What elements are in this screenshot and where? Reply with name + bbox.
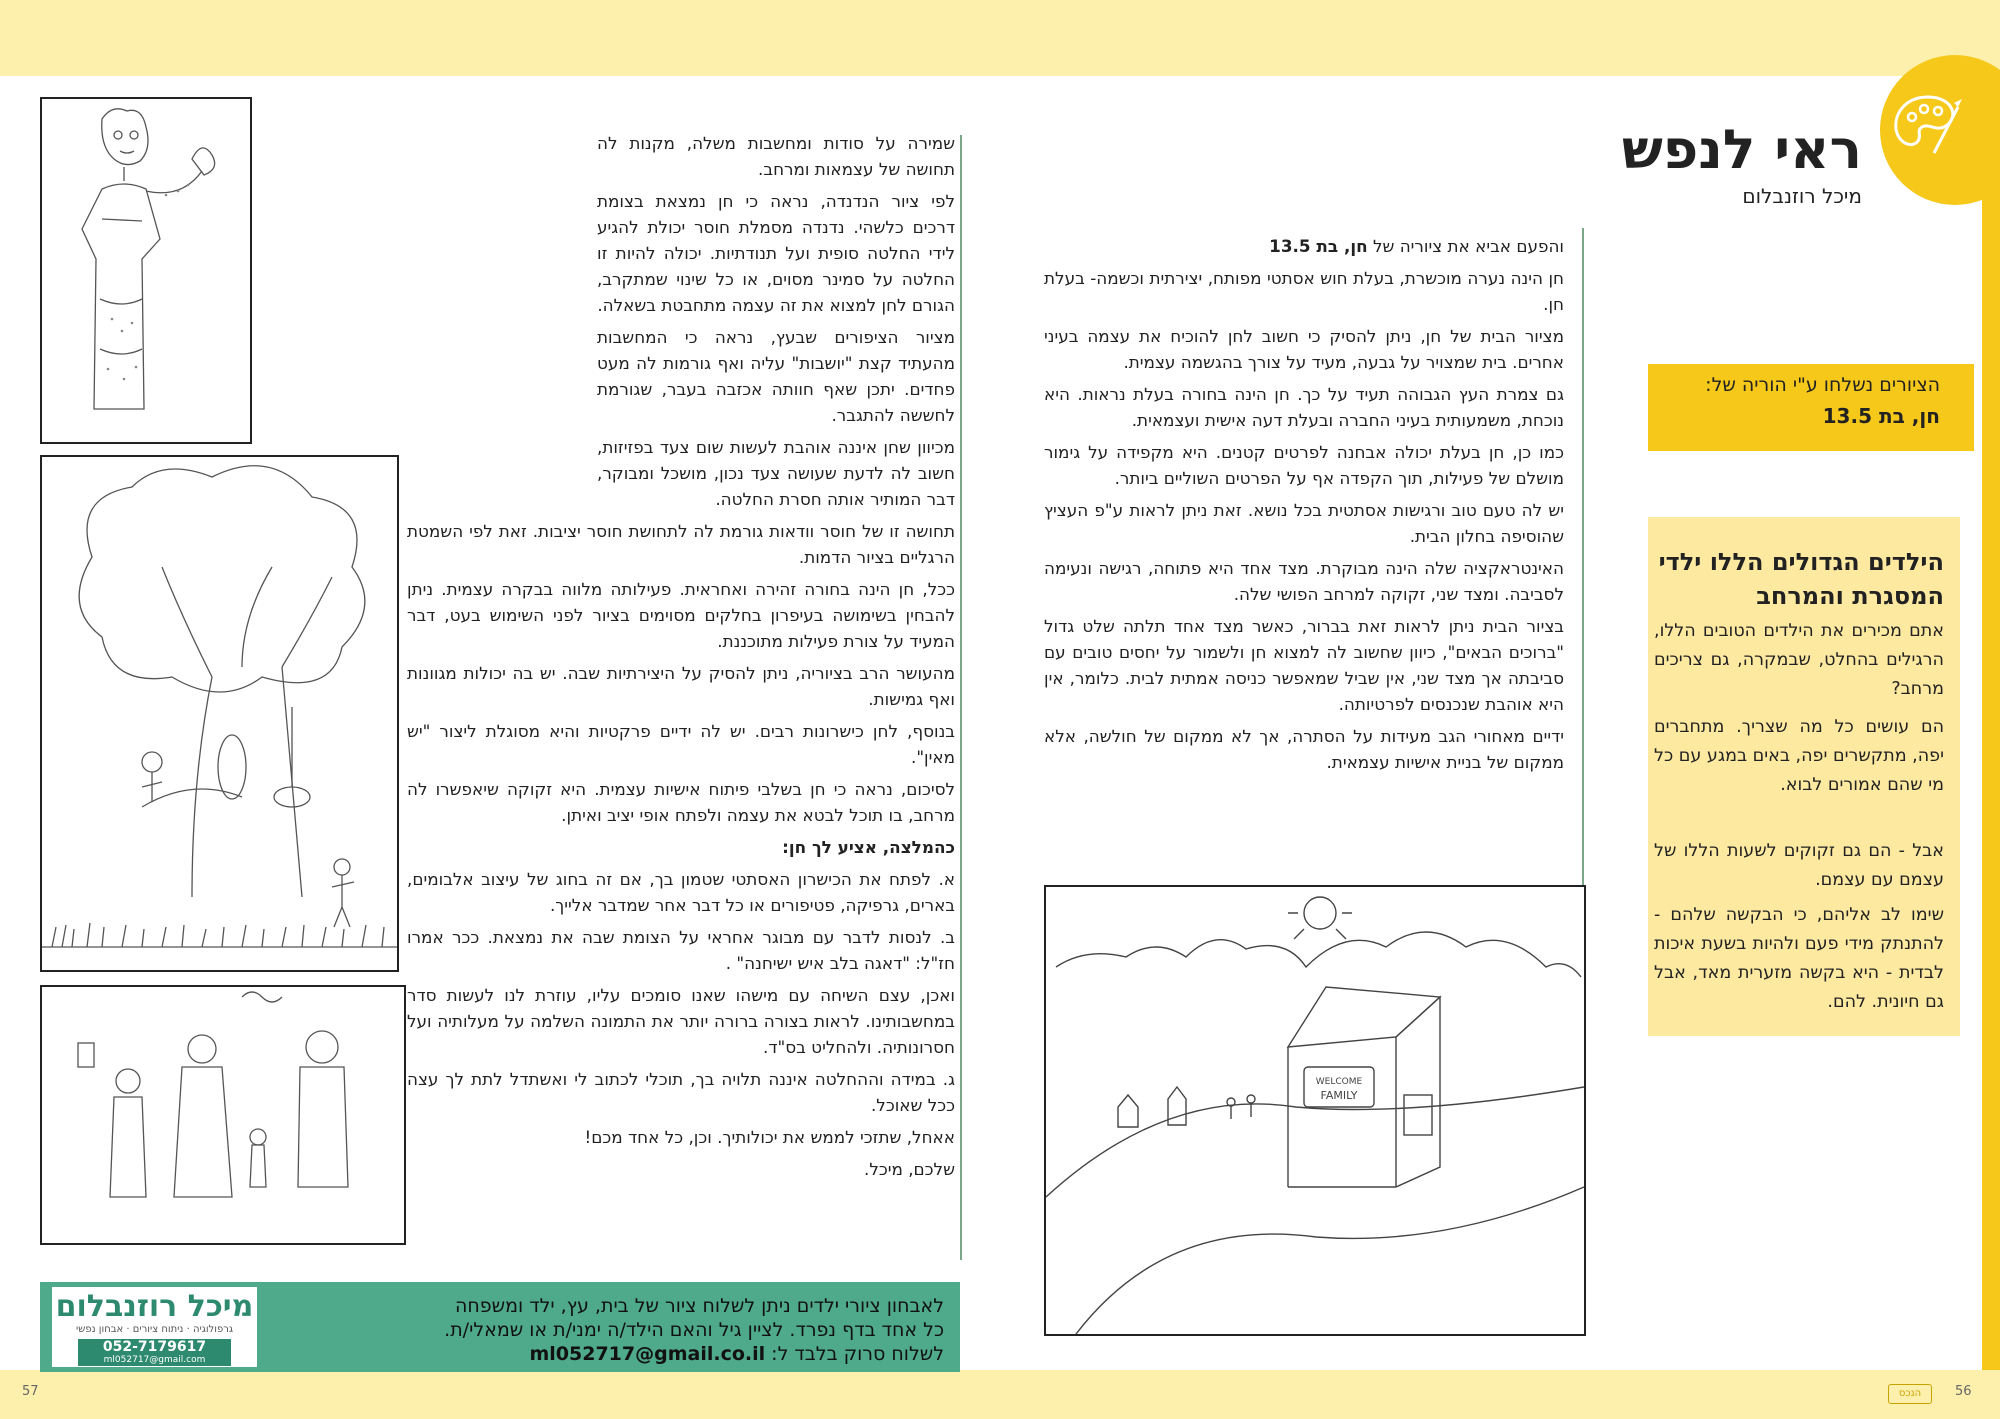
promo-line-2: כל אחד בדף נפרד. לציין גיל והאם הילד/ה ימני/ת או שמאלי/ת. xyxy=(444,1319,944,1341)
palette-icon xyxy=(1888,87,1968,167)
article-paragraph: מהעושר הרב בציוריה, ניתן להסיק על היצירתיות שבה. יש בה יכולות מגוונות ואף גמישות. xyxy=(407,663,955,709)
article-author: מיכל רוזנבלום xyxy=(1742,184,1862,208)
left-article-column xyxy=(397,130,955,1188)
card-phone: 052-7179617 xyxy=(78,1339,231,1355)
article-paragraph: ידיים מאחורי הגב מעידות על הסתרה, אך לא ממקום של חולשה, אלא ממקום של בניית אישיות עצמאית. xyxy=(1044,726,1564,772)
sidebar-paragraph: שימו לב אליהם, כי הבקשה שלהם - להתנתק מידי פעם ולהיות בשעת איכות לבדית - היא בקשה מזערית מאד, אבל גם חיונית. להם. xyxy=(1654,905,1944,1012)
article-paragraph: חן הינה נערה מוכשרת, בעלת חוש אסתטי מפותח, יצירתית וכשמה- בעלת חן. xyxy=(1044,268,1564,314)
article-paragraph: לסיכום, נראה כי חן בשלבי פיתוח אישיות עצמית. היא זקוקה שיאפשרו לה מרחב, בו תוכל לבטא את עצמה ולפתח אופי יציב ואיתן. xyxy=(407,779,955,825)
intro-line xyxy=(1044,233,1564,259)
article-paragraph: לפי ציור הנדנדה, נראה כי חן נמצאת בצומת דרכים כלשהי. נדנדה מסמלת חוסר יכולת להגיע לידי החלטה סופית ועל תנודתיות. יכולה להיות זו החלטה על סמינר מסוים, או כל שינוי שמתקרב, הגורם לחן למצוא את זה עצמה מתחבטת בשאלה. xyxy=(597,191,955,315)
credit-box xyxy=(1648,364,1974,451)
article-paragraph: ככל, חן הינה בחורה זהירה ואחראית. פעילותה מלווה בבקרה עצמית. ניתן להבחין בשימושה בעיפרון בחלקים מסוימים בציור לפני השימוש בעט, דבר המעיד על צורת פעילות מתוכננת. xyxy=(407,579,955,651)
card-name: מיכל רוזנבלום xyxy=(55,1289,254,1324)
tree-sketch-image xyxy=(42,457,397,970)
recommend-heading: כהמלצה, אציע לך חן: xyxy=(782,837,955,857)
article-paragraph: מציור הציפורים שבעץ, נראה כי המחשבות מהעתיד קצת "יושבות" עליה ואף גורמות לה מעט פחדים. יתכן שאף חוותה אכזבה בעבר, שגורמת לחששה להתגבר. xyxy=(597,327,955,425)
article-paragraph: מציור הבית של חן, ניתן להסיק כי חשוב לחן להוכיח את עצמה בעיני אחרים. בית שמצויר על גבעה, מעיד על צורך בהגשמה עצמית. xyxy=(1044,326,1564,372)
sidebar-heading: הילדים הגדולים הללו ילדי המסגרת והמרחב xyxy=(1658,548,1944,610)
top-band xyxy=(0,0,2000,76)
business-card xyxy=(52,1287,257,1367)
article-paragraph: בנוסף, לחן כישרונות רבים. יש לה ידיים פרקטיות והיא מסוגלת ליצור "יש מאין". xyxy=(407,721,955,767)
article-paragraph: גם צמרת העץ הגבוהה תעיד על כך. חן הינה בחורה בעלת נראות. היא נוכחת, משמעותית בעיני החברה ובעלת דעה אישית ועצמאית. xyxy=(1044,384,1564,430)
column-divider-left xyxy=(960,135,962,1260)
header-circle xyxy=(1880,55,2000,205)
sidebar-paragraph: אתם מכירים את הילדים הטובים הללו, הרגילים בהחלט, שבמקרה, גם צריכים מרחב? xyxy=(1654,621,1944,699)
article-title: ראי לנפש xyxy=(1621,118,1862,181)
page-number-right: 56 xyxy=(1955,1384,1972,1399)
drawing-house xyxy=(1044,885,1586,1336)
promo-banner xyxy=(40,1282,960,1372)
drawing-girl xyxy=(40,97,252,444)
credit-line-1: הציורים נשלחו ע"י הוריה של: xyxy=(1705,374,1940,396)
right-article-column xyxy=(1044,233,1564,781)
drawing-family xyxy=(40,985,406,1245)
promo-line-1: לאבחון ציורי ילדים ניתן לשלוח ציור של בית, עץ, ילד ומשפחה xyxy=(454,1295,944,1317)
card-email: ml052717@gmail.com xyxy=(78,1355,231,1366)
card-tagline: גרפולוגיה · ניתוח ציורים · אבחון נפשי xyxy=(76,1324,233,1335)
article-paragraph: יש לה טעם טוב ורגישות אסתטית בכל נושא. זאת ניתן לראות ע"פ העציץ שהוסיפה בחלון הבית. xyxy=(1044,500,1564,546)
drawing-tree xyxy=(40,455,399,972)
page-number-left: 57 xyxy=(22,1384,39,1399)
signature: שלכם, מיכל. xyxy=(863,1159,955,1179)
girl-sketch-image xyxy=(42,99,250,442)
article-paragraph: תחושה זו של חוסר וודאות גורמת לה לתחושת חוסר יציבות. זאת לפי השמטת הרגליים בציור הדמות. xyxy=(407,521,955,567)
article-paragraph: האינטראקציה שלה הינה מבוקרת. מצד אחד היא פתוחה, רגישה ונעימה לסביבה. ומצד שני, זקוקה למרחב הפושי שלה. xyxy=(1044,558,1564,604)
sidebar-box xyxy=(1648,517,1960,1036)
article-paragraph: כמו כן, חן בעלת יכולה אבחנה לפרטים קטנים. היא מקפידה על גימור מושלם של פעילות, תוך הקפדה אף על הפרטים השוליים ביותר. xyxy=(1044,442,1564,488)
article-paragraph: מכיוון שחן איננה אוהבת לעשות שום צעד בפזיזות, חשוב לה לדעת שעושה צעד נכון, מושכל ומבוקר, דבר המותיר אותה חסרת החלטה. xyxy=(597,437,955,509)
bottom-band xyxy=(0,1370,2000,1419)
magazine-logo: הנכס xyxy=(1888,1384,1932,1404)
welcome-sign-line1: WELCOME xyxy=(1315,1077,1363,1087)
right-edge-strip xyxy=(1982,76,2000,1370)
article-paragraph: בציור הבית ניתן לראות זאת בברור, כאשר מצד אחד תלתה שלט גדול "ברוכים הבאים", כיוון שחשוב לה למצוא חן ולשמור על יחסים טובים עם סביבתה אך מצד שני, אין שביל שמאפשר כניסה אמתית לבית. כלומר, אין היא אוהבת שנכנסים לפרטיותה. xyxy=(1044,616,1564,714)
recommendation: א. לפתח את הכישרון האסתטי שטמון בך, אם זה בחוג של עיצוב אלבומים, בארים, גרפיקה, פטיפורים או כל דבר אחר שמדבר אלייך. xyxy=(407,869,955,915)
sidebar-paragraph: הם עושים כל מה שצריך. מתחברים יפה, מתקשרים יפה, באים במגע עם כל מי שהם אמורים לבוא. xyxy=(1654,717,1944,795)
promo-line-3 xyxy=(264,1342,944,1366)
recommendation: אאחל, שתזכי לממש את יכולותיך. וכן, כל אחד מכם! xyxy=(584,1127,955,1147)
promo-line-3-text: לשלוח סרוק בלבד ל: xyxy=(765,1343,944,1365)
recommendation: ג. במידה וההחלטה איננה תלויה בך, תוכלי לכתוב לי ואשתדל לתת לך עצה ככל שאוכל. xyxy=(407,1069,955,1115)
article-paragraph: שמירה על סודות ומחשבות משלה, מקנות לה תחושה של עצמאות ומרחב. xyxy=(597,133,955,179)
promo-text xyxy=(264,1294,944,1366)
promo-email[interactable]: ml052717@gmail.co.il xyxy=(529,1343,766,1365)
recommendation: ואכן, עצם השיחה עם מישהו שאנו סומכים עליו, עוזרת לנו לעשות סדר במחשבותינו. לראות בצורה ברורה יותר את התמונה השלמה על מעלותיה ועל חסרונותיה. ולהחליט בס"ד. xyxy=(407,985,955,1057)
house-sketch-image xyxy=(1046,887,1584,1334)
welcome-sign-line2: FAMILY xyxy=(1320,1089,1358,1102)
recommendation: ב. לנסות לדבר עם מבוגר אחראי על הצומת שבה את נמצאת. ככר אמרו חז"ל: "דאגה בלב איש ישיחנה" . xyxy=(407,927,955,973)
sidebar-paragraph: אבל - הם גם זקוקים לשעות הללו של עצמם עם עצמם. xyxy=(1654,841,1944,890)
credit-line-2: חן, בת 13.5 xyxy=(1822,404,1940,428)
intro-text: והפעם אביא את ציוריה של xyxy=(1367,236,1564,256)
family-sketch-image xyxy=(42,987,404,1243)
intro-bold: חן, בת 13.5 xyxy=(1269,236,1368,256)
